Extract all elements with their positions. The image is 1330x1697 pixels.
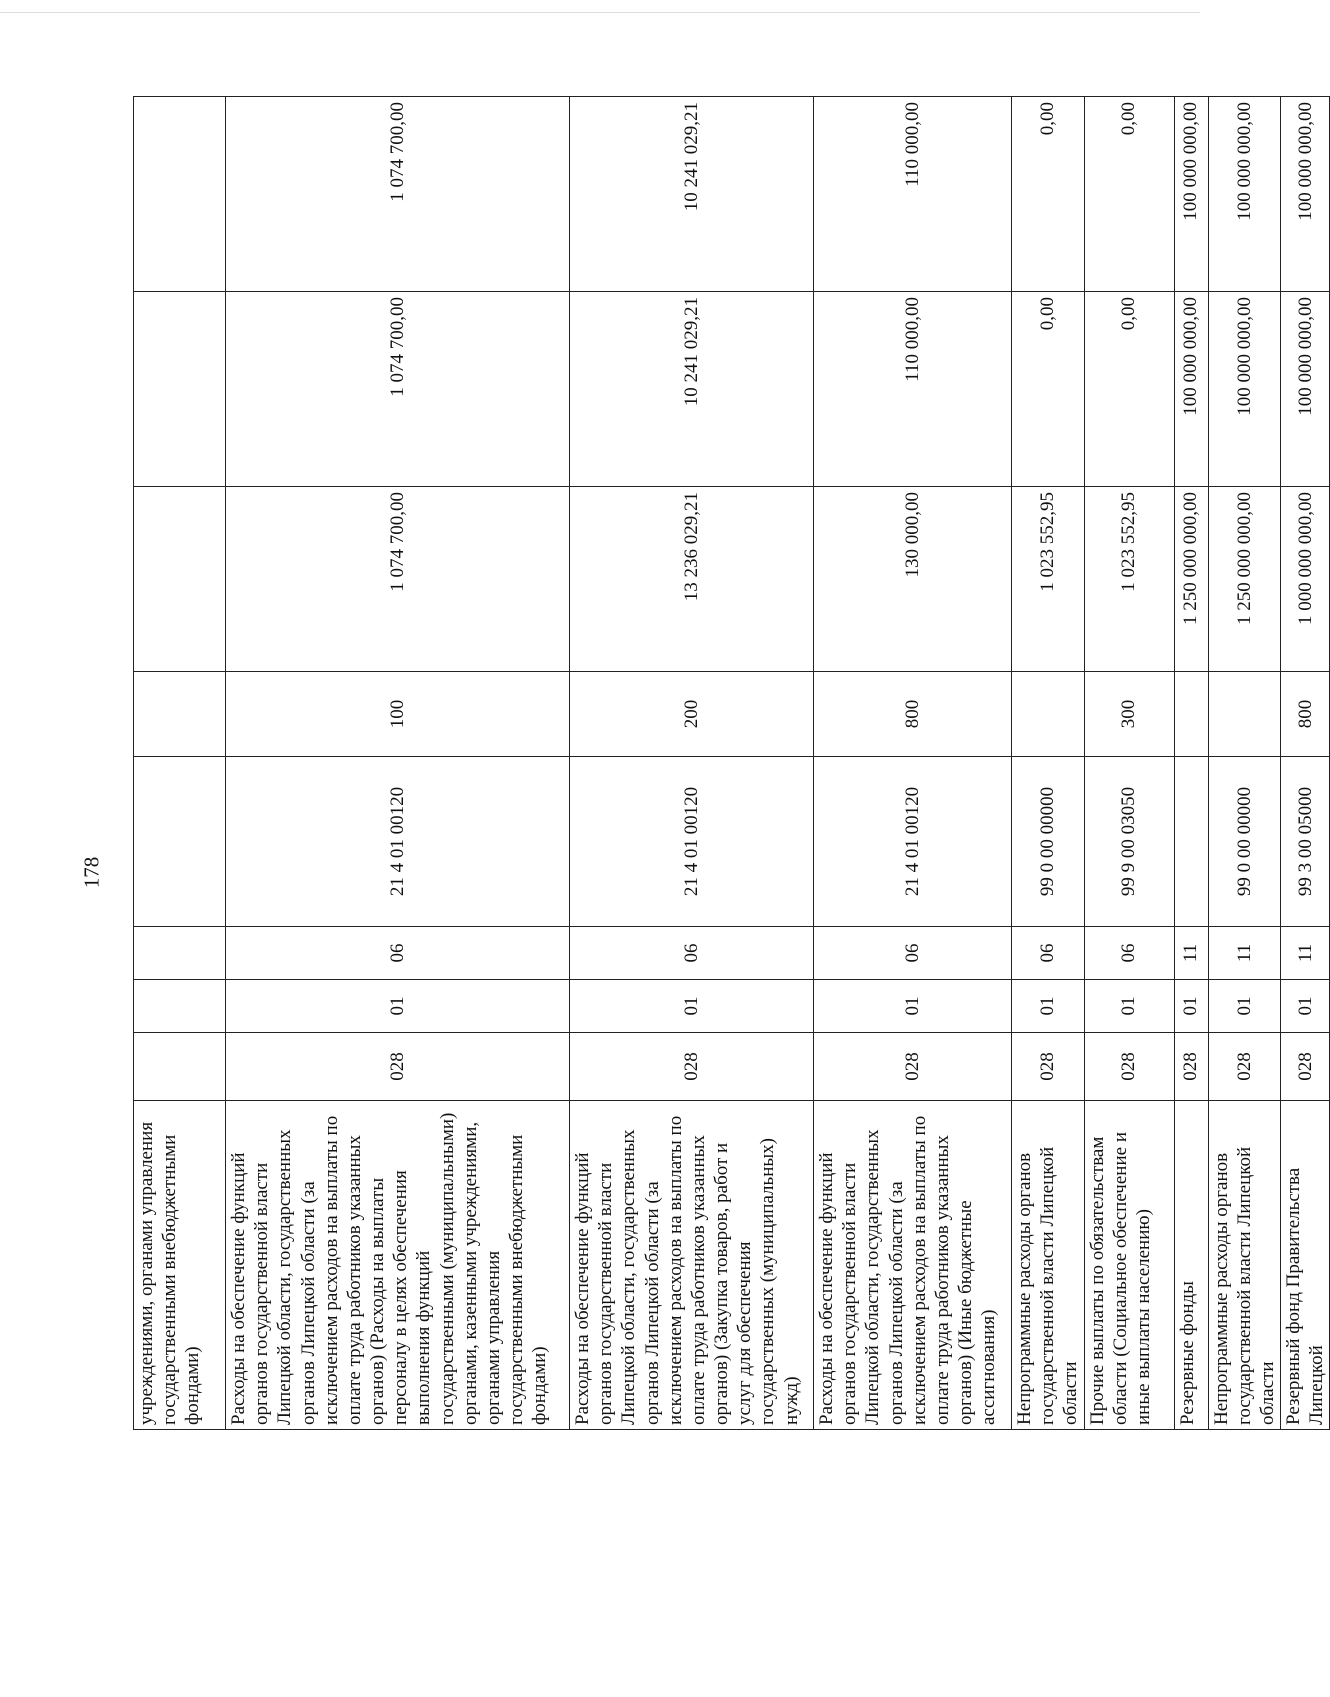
row-sum-year3: 0,00 (1084, 97, 1174, 292)
row-sum-year1: 1 250 000 000,00 (1208, 487, 1281, 672)
row-sum-year1: 1 000 000 000,00 (1281, 487, 1330, 672)
row-target-article: 99 0 00 00000 (1012, 757, 1085, 927)
row-subsection: 06 (226, 927, 570, 980)
row-target-article: 21 4 01 00120 (226, 757, 570, 927)
row-sum-year2: 10 241 029,21 (570, 292, 814, 487)
table-row (570, 97, 814, 1430)
row-admin-code: 028 (570, 1033, 814, 1101)
row-subsection: 11 (1208, 927, 1281, 980)
row-target-article: 99 3 00 05000 (1281, 757, 1330, 927)
row-subsection: 06 (1084, 927, 1174, 980)
row-sum-year2: 110 000,00 (814, 292, 1012, 487)
row-sum-year2: 0,00 (1084, 292, 1174, 487)
rotated-page-content (133, 100, 1328, 1430)
row-section: 01 (570, 980, 814, 1033)
row-sum-year1: 1 023 552,95 (1012, 487, 1085, 672)
row-subsection: 11 (1281, 927, 1330, 980)
scan-edge-line (0, 12, 1200, 13)
row-sum-year1: 1 250 000 000,00 (1174, 487, 1208, 672)
row-expense-type: 800 (1281, 672, 1330, 757)
row-admin-code: 028 (1084, 1033, 1174, 1101)
row-target-article: 21 4 01 00120 (570, 757, 814, 927)
row-sum-year2: 100 000 000,00 (1174, 292, 1208, 487)
row-admin-code: 028 (1174, 1033, 1208, 1101)
row-sum-year1: 1 023 552,95 (1084, 487, 1174, 672)
row-sum-year3: 100 000 000,00 (1174, 97, 1208, 292)
table-row (1012, 97, 1085, 1430)
row-target-article (134, 757, 226, 927)
row-admin-code: 028 (226, 1033, 570, 1101)
row-section: 01 (1174, 980, 1208, 1033)
table-row (1281, 97, 1330, 1430)
row-subsection (134, 927, 226, 980)
row-target-article: 99 9 00 03050 (1084, 757, 1174, 927)
row-sum-year2: 100 000 000,00 (1208, 292, 1281, 487)
row-section: 01 (814, 980, 1012, 1033)
row-sum-year3: 100 000 000,00 (1281, 97, 1330, 292)
row-section: 01 (1012, 980, 1085, 1033)
row-description: Прочие выплаты по обязательствам области (Социальное обеспечение и иные выплаты населению) (1084, 1101, 1174, 1430)
row-sum-year2: 1 074 700,00 (226, 292, 570, 487)
row-subsection: 11 (1174, 927, 1208, 980)
row-expense-type: 800 (814, 672, 1012, 757)
row-sum-year2: 0,00 (1012, 292, 1085, 487)
budget-table (133, 96, 1330, 1430)
row-description: Непрограммные расходы органов государственной власти Липецкой области (1012, 1101, 1085, 1430)
row-sum-year3: 10 241 029,21 (570, 97, 814, 292)
row-target-article: 21 4 01 00120 (814, 757, 1012, 927)
row-subsection: 06 (570, 927, 814, 980)
row-sum-year1: 13 236 029,21 (570, 487, 814, 672)
row-description: Расходы на обеспечение функций органов государственной власти Липецкой области, государственных органов Липецкой области (за исключением расходов на выплаты по оплате труда работников указанных органов) (Расходы на выплаты персоналу в целях обеспечения выполнения функций государственными (муниципальными) органами, казенными учреждениями, органами управления государственными внебюджетными фондами) (226, 1101, 570, 1430)
row-admin-code: 028 (1281, 1033, 1330, 1101)
row-sum-year2 (134, 292, 226, 487)
row-description: учреждениями, органами управления государственными внебюджетными фондами) (134, 1101, 226, 1430)
row-description: Непрограммные расходы органов государственной власти Липецкой области (1208, 1101, 1281, 1430)
row-expense-type (134, 672, 226, 757)
row-expense-type (1012, 672, 1085, 757)
row-description: Расходы на обеспечение функций органов государственной власти Липецкой области, государственных органов Липецкой области (за исключением расходов на выплаты по оплате труда работников указанных органов) (Иные бюджетные ассигнования) (814, 1101, 1012, 1430)
row-sum-year1: 1 074 700,00 (226, 487, 570, 672)
row-target-article: 99 0 00 00000 (1208, 757, 1281, 927)
row-section: 01 (1208, 980, 1281, 1033)
row-section (134, 980, 226, 1033)
row-sum-year2: 100 000 000,00 (1281, 292, 1330, 487)
row-sum-year1 (134, 487, 226, 672)
table-row (814, 97, 1012, 1430)
row-description: Расходы на обеспечение функций органов государственной власти Липецкой области, государственных органов Липецкой области (за исключением расходов на выплаты по оплате труда работников указанных органов) (Закупка товаров, работ и услуг для обеспечения государственных (муниципальных) нужд) (570, 1101, 814, 1430)
row-subsection: 06 (1012, 927, 1085, 980)
row-description: Резервный фонд Правительства Липецкой (1281, 1101, 1330, 1430)
table-row (134, 97, 226, 1430)
row-sum-year3: 1 074 700,00 (226, 97, 570, 292)
page-number: 178 (79, 856, 104, 889)
table-row (1174, 97, 1208, 1430)
row-subsection: 06 (814, 927, 1012, 980)
row-section: 01 (226, 980, 570, 1033)
row-expense-type (1174, 672, 1208, 757)
row-section: 01 (1084, 980, 1174, 1033)
row-sum-year3: 0,00 (1012, 97, 1085, 292)
row-expense-type: 300 (1084, 672, 1174, 757)
row-sum-year3: 100 000 000,00 (1208, 97, 1281, 292)
row-admin-code: 028 (1012, 1033, 1085, 1101)
row-sum-year3: 110 000,00 (814, 97, 1012, 292)
row-expense-type: 200 (570, 672, 814, 757)
row-expense-type: 100 (226, 672, 570, 757)
row-sum-year3 (134, 97, 226, 292)
row-section: 01 (1281, 980, 1330, 1033)
row-expense-type (1208, 672, 1281, 757)
row-admin-code: 028 (814, 1033, 1012, 1101)
table-row (226, 97, 570, 1430)
table-row (1208, 97, 1281, 1430)
row-description: Резервные фонды (1174, 1101, 1208, 1430)
table-row (1084, 97, 1174, 1430)
row-target-article (1174, 757, 1208, 927)
row-admin-code: 028 (1208, 1033, 1281, 1101)
row-sum-year1: 130 000,00 (814, 487, 1012, 672)
row-admin-code (134, 1033, 226, 1101)
